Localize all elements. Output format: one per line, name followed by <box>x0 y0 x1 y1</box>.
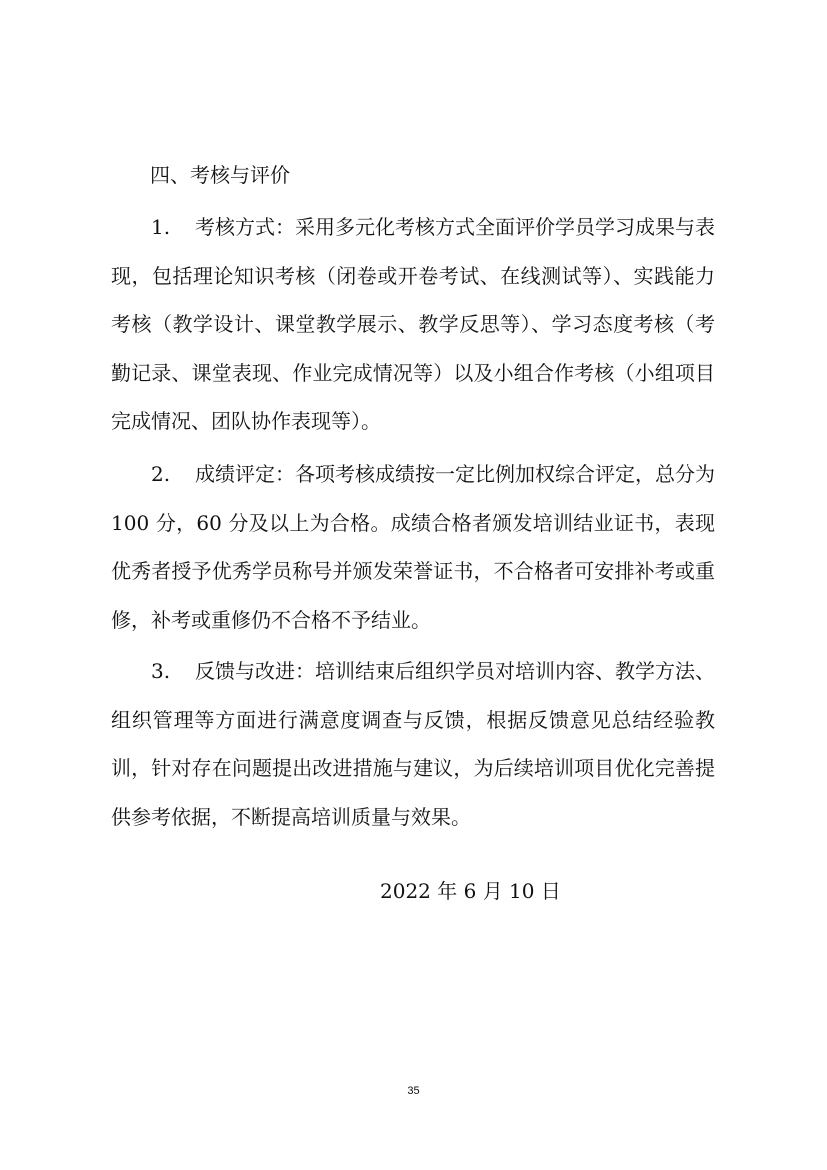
item-text: 反馈与改进：培训结束后组织学员对培训内容、教学方法、组织管理等方面进行满意度调查与反馈，根据反馈意见总结经验教训，针对存在问题提出改进措施与建议，为后续培训项目优化完善提供参考依据，不断提高培训质量与效果。 <box>111 659 715 829</box>
document-date: 2022 年 6 月 10 日 <box>380 879 561 903</box>
section-heading: 四、考核与评价 <box>150 163 290 187</box>
item-text: 考核方式：采用多元化考核方式全面评价学员学习成果与表现，包括理论知识考核（闭卷或开卷考试、在线测试等）、实践能力考核（教学设计、课堂教学展示、教学反思等）、学习态度考核（考勤记录、课堂表现、作业完成情况等）以及小组合作考核（小组项目完成情况、团队协作表现等）。 <box>111 215 715 434</box>
list-item-feedback-improvement <box>111 647 715 841</box>
page-number: 35 <box>407 1085 420 1097</box>
item-number: 1. <box>151 215 171 239</box>
item-text: 成绩评定：各项考核成绩按一定比例加权综合评定，总分为 100 分，60 分及以上为合格。成绩合格者颁发培训结业证书，表现优秀者授予优秀学员称号并颁发荣誉证书，不合格者可安排补考或重修，补考或重修仍不合格不予结业。 <box>111 462 715 632</box>
item-number: 3. <box>151 659 171 683</box>
list-item-grade-evaluation <box>111 450 715 644</box>
item-number: 2. <box>151 462 171 486</box>
list-item-assessment-method <box>111 203 715 446</box>
